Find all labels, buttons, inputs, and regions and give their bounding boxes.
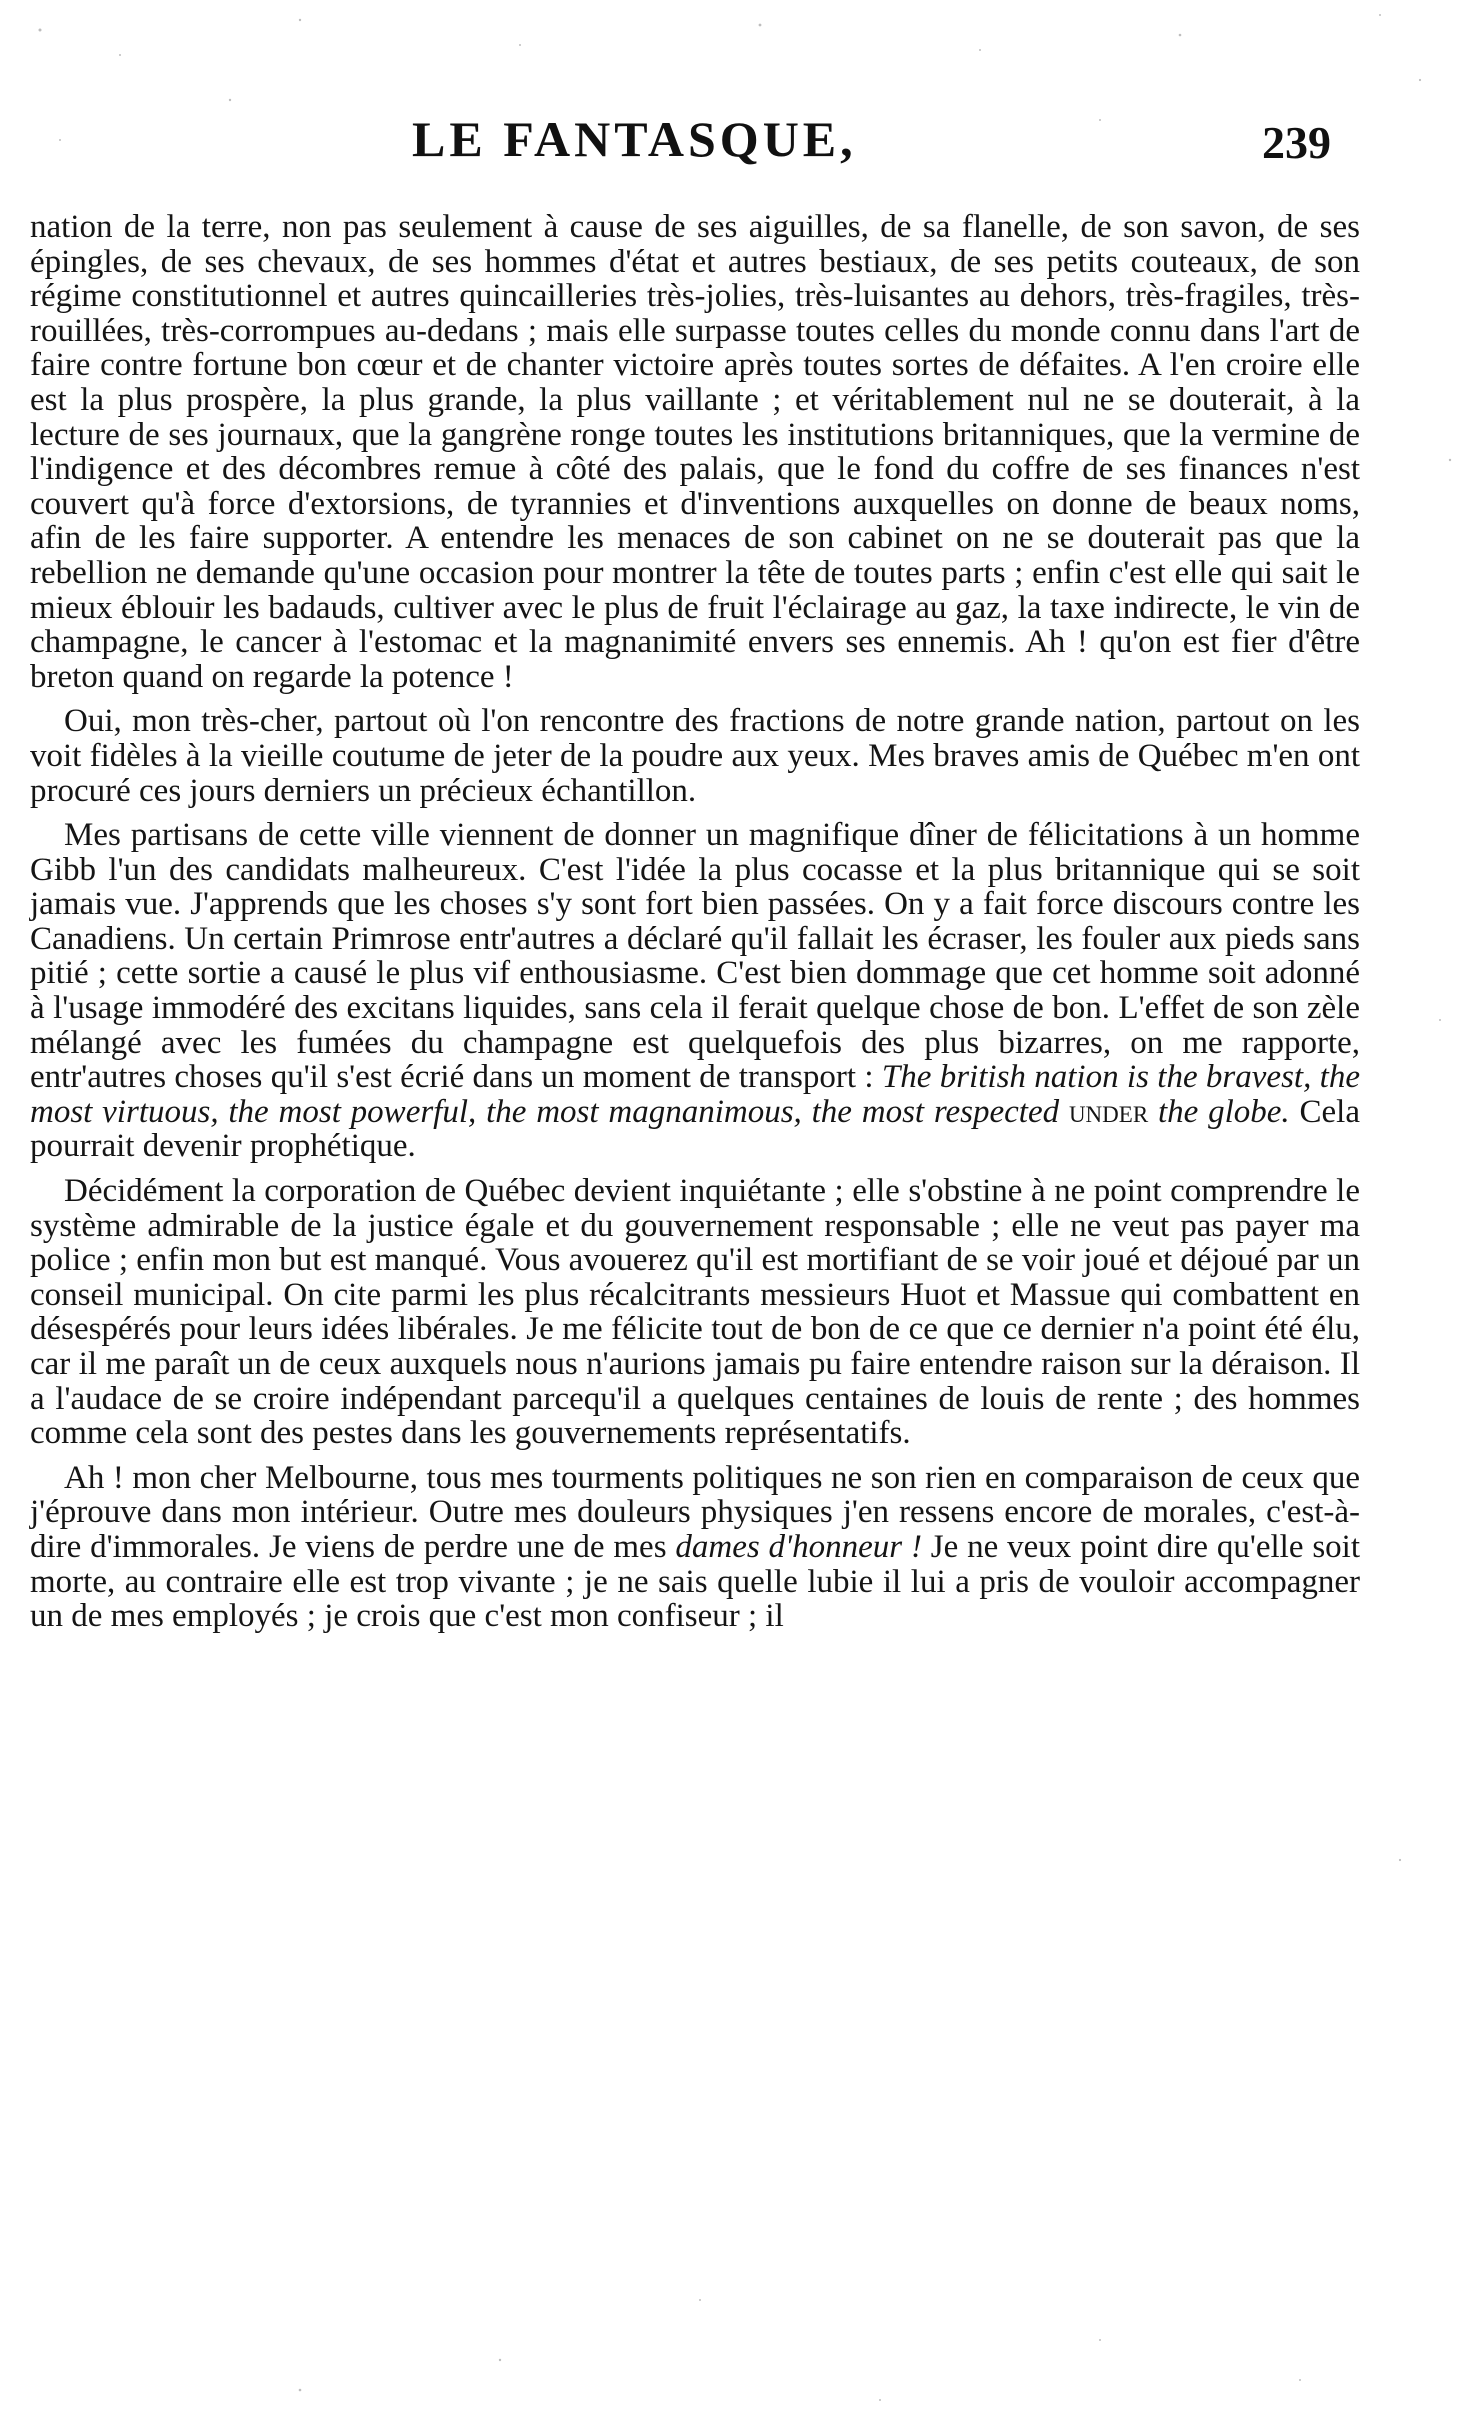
text-run: Ah ! mon cher Melbourne, tous mes tourments politiques ne son rien en comparaison de ceux que j'éprouve dans mon intérieur. Outre mes douleurs physiques j'en ressens encore de morales, c'est-à-dire d'immorales. Je viens de perdre une de mes bbox=[30, 1459, 1360, 1565]
text-run: Décidément la corporation de Québec devient inquiétante ; elle s'obstine à ne point comprendre le système admirable de la justice égale et du gouvernement responsable ; elle ne veut pas payer ma police ; enfin mon but est manqué. Vous avouerez qu'il est mortifiant de se voir joué et déjoué par un conseil municipal. On cite parmi les plus récalcitrants messieurs Huot et Massue qui combattent en désespérés pour leurs idées libérales. Je me félicite tout de bon de ce que ce dernier n'a point été élu, car il me paraît un de ceux auxquels nous n'aurions jamais pu faire entendre raison sur la déraison. Il a l'audace de se croire indépendant parcequ'il a quelques centaines de louis de rente ; des hommes comme cela sont des pestes dans les gouvernements représentatifs. bbox=[30, 1173, 1360, 1452]
paragraph bbox=[30, 1174, 1360, 1451]
text-run: Oui, mon très-cher, partout où l'on rencontre des fractions de notre grande nation, partout on les voit fidèles à la vieille coutume de jeter de la poudre aux yeux. Mes braves amis de Québec m'en ont procuré ces jours derniers un précieux échantillon. bbox=[30, 703, 1360, 809]
paragraph bbox=[30, 704, 1360, 808]
italic-text-run: the globe. bbox=[1148, 1093, 1290, 1130]
text-run: Cela pourrait devenir prophétique. bbox=[30, 1093, 1360, 1165]
paragraph bbox=[30, 1461, 1360, 1634]
italic-text-run: dames d'honneur ! bbox=[675, 1528, 922, 1565]
page-number: 239 bbox=[1262, 117, 1331, 168]
smallcaps-text-run: under bbox=[1068, 1093, 1149, 1130]
text-run: Mes partisans de cette ville viennent de donner un magnifique dîner de félicitations à un homme Gibb l'un des candidats malheureux. C'est l'idée la plus cocasse et la plus britannique qui se soit jamais vue. J'apprends que les choses s'y sont fort bien passées. On y a fait force discours contre les Canadiens. Un certain Primrose entr'autres a déclaré qu'il fallait les écraser, les fouler aux pieds sans pitié ; cette sortie a causé le plus vif enthousiasme. C'est bien dommage que cet homme soit adonné à l'usage immodéré des excitans liquides, sans cela il ferait quelque chose de bon. L'effet de son zèle mélangé avec les fumées du champagne est quelquefois des plus bizarres, on me rapporte, entr'autres choses qu'il s'est écrié dans un moment de transport : bbox=[30, 817, 1360, 1096]
article-body bbox=[30, 210, 1360, 1644]
paragraph bbox=[30, 818, 1360, 1164]
paragraph bbox=[30, 210, 1360, 694]
text-run: Je ne veux point dire qu'elle soit morte, au contraire elle est trop vivante ; je ne sais quelle lubie il lui a pris de vouloir accompagner un de mes employés ; je crois que c'est mon confiseur ; il bbox=[30, 1528, 1361, 1635]
journal-title: LE FANTASQUE, bbox=[412, 111, 857, 167]
running-head bbox=[0, 110, 1462, 170]
text-run: nation de la terre, non pas seulement à cause de ses aiguilles, de sa flanelle, de son savon, de ses épingles, de ses chevaux, de ses hommes d'état et autres bestiaux, de ses petits couteaux, de son régime constitutionnel et autres quincailleries très-jolies, très-luisantes au dehors, très-fragiles, très-rouillées, très-corrompues au-dedans ; mais elle surpasse toutes celles du monde connu dans l'art de faire contre fortune bon cœur et de chanter victoire après toutes sortes de défaites. A l'en croire elle est la plus prospère, la plus grande, la plus vaillante ; et véritablement nul ne se douterait, à la lecture de ses journaux, que la gangrène ronge toutes les institutions britanniques, que la vermine de l'indigence et des décombres remue à côté des palais, que le fond du coffre de ses finances n'est couvert qu'à force d'extorsions, de tyrannies et d'inventions auxquelles on donne de beaux noms, afin de les faire supporter. A entendre les menaces de son cabinet on ne se douterait pas que la rebellion ne demande qu'une occasion pour montrer la tête de toutes parts ; enfin c'est elle qui sait le mieux éblouir les badauds, cultiver avec le plus de fruit l'éclairage au gaz, la taxe indirecte, le vin de champagne, le cancer à l'estomac et la magnanimité envers ses ennemis. Ah ! qu'on est fier d'être breton quand on regarde la potence ! bbox=[30, 209, 1360, 695]
italic-text-run: The british nation is the bravest, the most virtuous, the most powerful, the most magnanimous, the most respected bbox=[30, 1059, 1360, 1130]
